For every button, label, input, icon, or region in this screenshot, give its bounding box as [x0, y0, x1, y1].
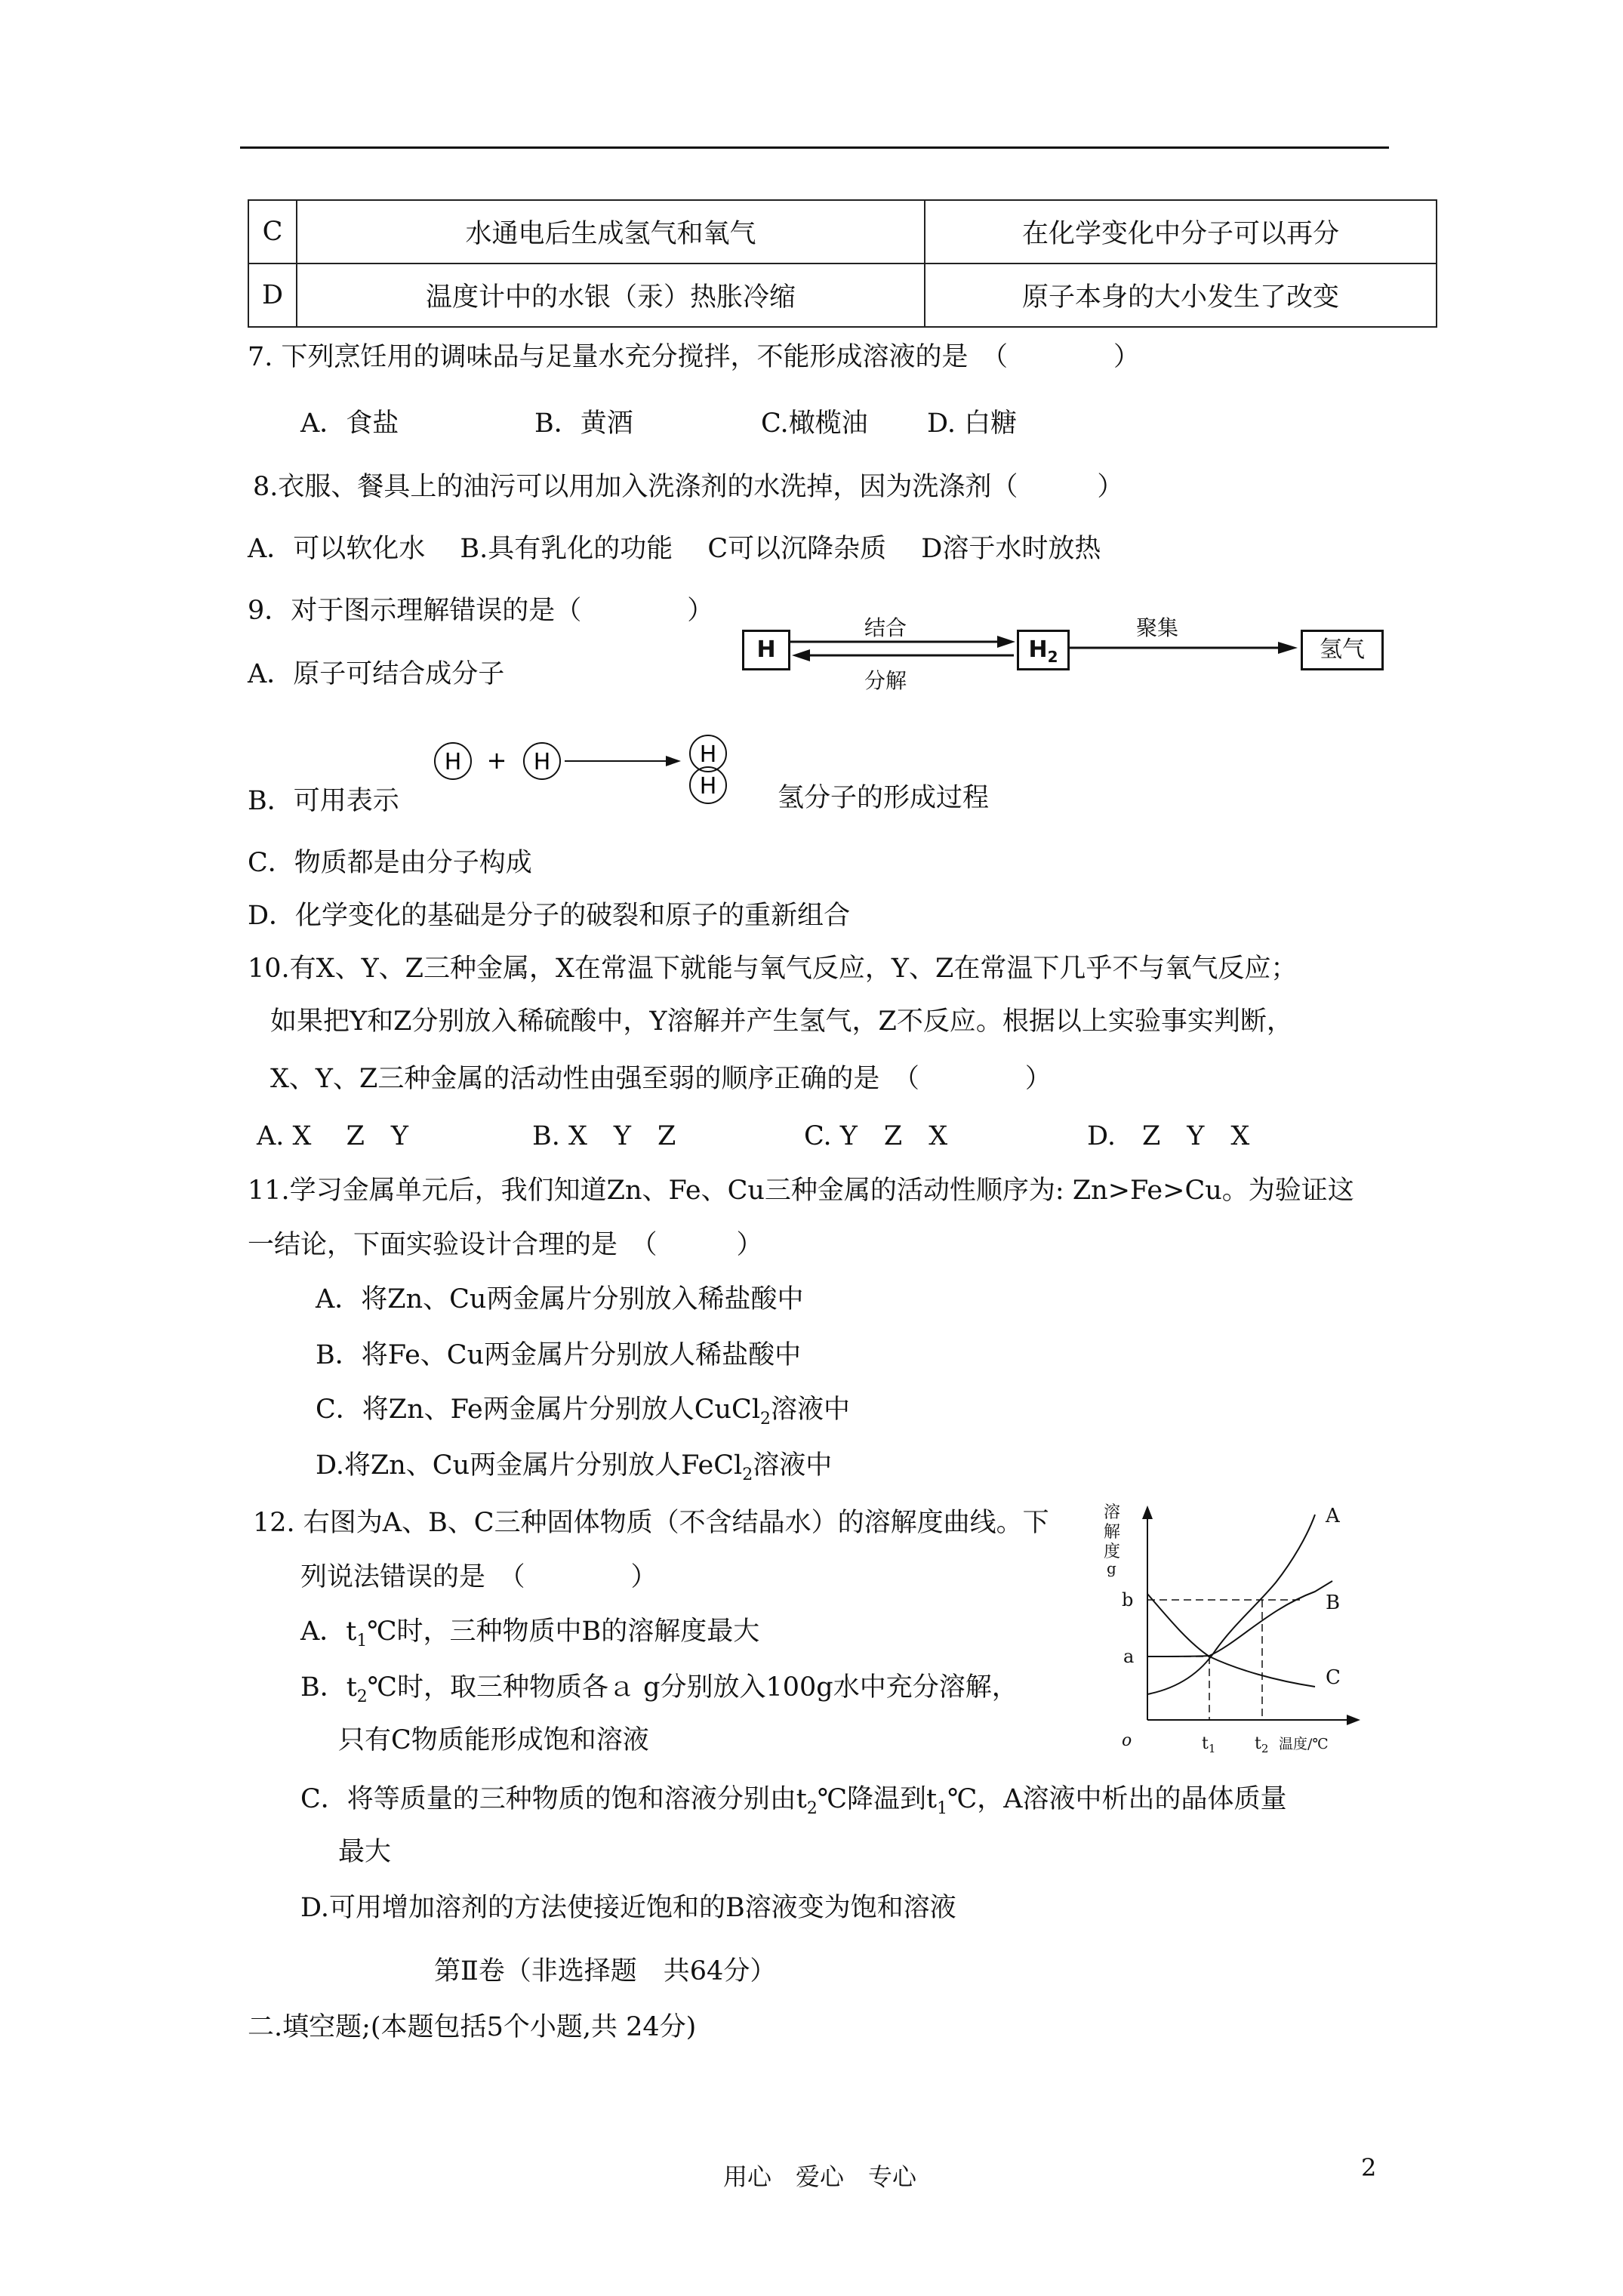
x-tick-t1: $t_1$	[1202, 1734, 1216, 1755]
q9-option-a: A．原子可结合成分子	[248, 659, 505, 689]
q11-option-a: A．将Zn、Cu两金属片分别放入稀盐酸中	[316, 1284, 804, 1314]
q9-option-d: D．化学变化的基础是分子的破裂和原子的重新组合	[248, 901, 851, 931]
series-c-curve	[1147, 1594, 1315, 1687]
q10-option-d: D. Z Y X	[1087, 1121, 1250, 1151]
q10-option-b: B. X Y Z	[532, 1121, 676, 1151]
footer-motto: 用心 爱心 专心	[723, 2162, 917, 2191]
q11-option-c: C．将Zn、Fe两金属片分别放人CuCl$_2$溶液中	[316, 1395, 851, 1428]
process-arrows	[736, 618, 1393, 701]
q10-line-1: 10.有X、Y、Z三种金属，X在常温下就能与氧气反应，Y、Z在常温下几乎不与氧气反应；	[248, 954, 1298, 984]
row-phenomenon: 温度计中的水银（汞）热胀冷缩	[297, 264, 925, 327]
q10-option-c: C. Y Z X	[804, 1121, 948, 1151]
row-explanation: 在化学变化中分子可以再分	[925, 200, 1437, 264]
series-c-label: C	[1326, 1666, 1341, 1689]
page-number: 2	[1361, 2153, 1377, 2182]
q10-line-2: 如果把Y和Z分别放入稀硫酸中，Y溶解并产生氢气，Z不反应。根据以上实验事实判断，	[270, 1006, 1293, 1037]
q12-option-d: D.可用增加溶剂的方法使接近饱和的B溶液变为饱和溶液	[300, 1893, 956, 1923]
q10-line-3: X、Y、Z三种金属的活动性由强至弱的顺序正确的是 （ ）	[270, 1064, 1052, 1094]
hydrogen-process-diagram	[736, 615, 1393, 701]
q9-option-b-suffix: 氢分子的形成过程	[778, 783, 990, 813]
q12-option-c-line-2: 最大	[338, 1837, 392, 1867]
origin-label: o	[1122, 1731, 1132, 1750]
q7-option-c: C.橄榄油	[761, 408, 868, 439]
table-row	[248, 200, 1437, 264]
q11-option-d: D.将Zn、Cu两金属片分别放人FeCl$_2$溶液中	[316, 1450, 833, 1484]
q12-line-2: 列说法错误的是 （ ）	[300, 1562, 658, 1592]
q7-stem: 7. 下列烹饪用的调味品与足量水充分搅拌，不能形成溶液的是 （ ）	[248, 342, 1141, 372]
series-a-curve	[1147, 1515, 1315, 1694]
x-axis-label: 温度/℃	[1279, 1736, 1329, 1752]
section-title: 第Ⅱ卷（非选择题 共64分）	[434, 1956, 777, 1986]
header-rule	[240, 146, 1389, 149]
q7-option-b: B．黄酒	[534, 408, 633, 439]
y-tick-a: a	[1123, 1646, 1135, 1667]
q12-option-b-line-2: 只有C物质能形成饱和溶液	[338, 1725, 649, 1755]
solubility-chart	[1095, 1499, 1381, 1764]
atom-label: H	[533, 749, 551, 775]
row-label: C	[248, 200, 297, 264]
y-axis-label-3: 度	[1104, 1542, 1121, 1561]
gather-label: 聚集	[1136, 615, 1179, 640]
q12-line-1: 12. 右图为A、B、C三种固体物质（不含结晶水）的溶解度曲线。下	[253, 1508, 1049, 1538]
atom-label: H	[699, 773, 717, 800]
table-row	[248, 264, 1437, 327]
q11-line-2: 一结论，下面实验设计合理的是 （ ）	[248, 1230, 763, 1260]
h2-molecule-box: $H_2$	[1017, 630, 1070, 670]
q9-stem: 9．对于图示理解错误的是（ ）	[248, 596, 714, 626]
q12-option-a: A．$t_1℃$时，三种物质中B的溶解度最大	[300, 1616, 760, 1650]
y-tick-b: b	[1122, 1589, 1134, 1610]
q11-option-b: B．将Fe、Cu两金属片分别放人稀盐酸中	[316, 1340, 802, 1370]
hydrogen-gas-box: 氢气	[1301, 630, 1384, 670]
h-atom-combination-diagram	[423, 731, 755, 821]
q7-option-a: A．食盐	[300, 408, 399, 439]
x-tick-t2: $t_2$	[1255, 1734, 1269, 1755]
y-axis-label-1: 溶	[1104, 1503, 1121, 1522]
q10-option-a: A. X Z Y	[257, 1121, 408, 1151]
q9-option-c: C．物质都是由分子构成	[248, 848, 532, 878]
row-explanation: 原子本身的大小发生了改变	[925, 264, 1437, 327]
y-axis-label-2: 解	[1104, 1523, 1121, 1542]
h-atom-box: H	[742, 630, 790, 670]
row-label: D	[248, 264, 297, 327]
options-table	[248, 199, 1437, 328]
series-b-curve	[1147, 1581, 1332, 1657]
q8-stem: 8.衣服、餐具上的油污可以用加入洗涤剂的水洗掉，因为洗涤剂（ ）	[253, 472, 1124, 502]
series-a-label: A	[1326, 1505, 1340, 1527]
y-axis-label-4: g	[1107, 1559, 1116, 1577]
split-label: 分解	[864, 668, 907, 693]
q12-option-c: C．将等质量的三种物质的饱和溶液分别由$t_2℃$降温到$t_1℃$，A溶液中析出的晶体质量	[300, 1784, 1287, 1818]
row-phenomenon: 水通电后生成氢气和氧气	[297, 200, 925, 264]
combine-label: 结合	[864, 615, 907, 640]
q9-option-b-prefix: B．可用表示	[248, 786, 399, 816]
plus-sign: +	[486, 746, 507, 775]
atom-label: H	[699, 741, 717, 768]
section-subtitle: 二.填空题;(本题包括5个小题,共 24分)	[248, 2012, 697, 2042]
q12-option-b: B．$t_2℃$时，取三种物质各ａ g分别放入100g水中充分溶解，	[300, 1672, 1018, 1706]
series-b-label: B	[1326, 1592, 1341, 1614]
q8-options: A．可以软化水 B.具有乳化的功能 C可以沉降杂质 D溶于水时放热	[248, 534, 1101, 564]
q11-line-1: 11.学习金属单元后，我们知道Zn、Fe、Cu三种金属的活动性顺序为: Zn>Fe>Cu。为验证这	[248, 1176, 1354, 1206]
atom-label: H	[444, 749, 462, 775]
q7-option-d: D. 白糖	[927, 408, 1018, 439]
